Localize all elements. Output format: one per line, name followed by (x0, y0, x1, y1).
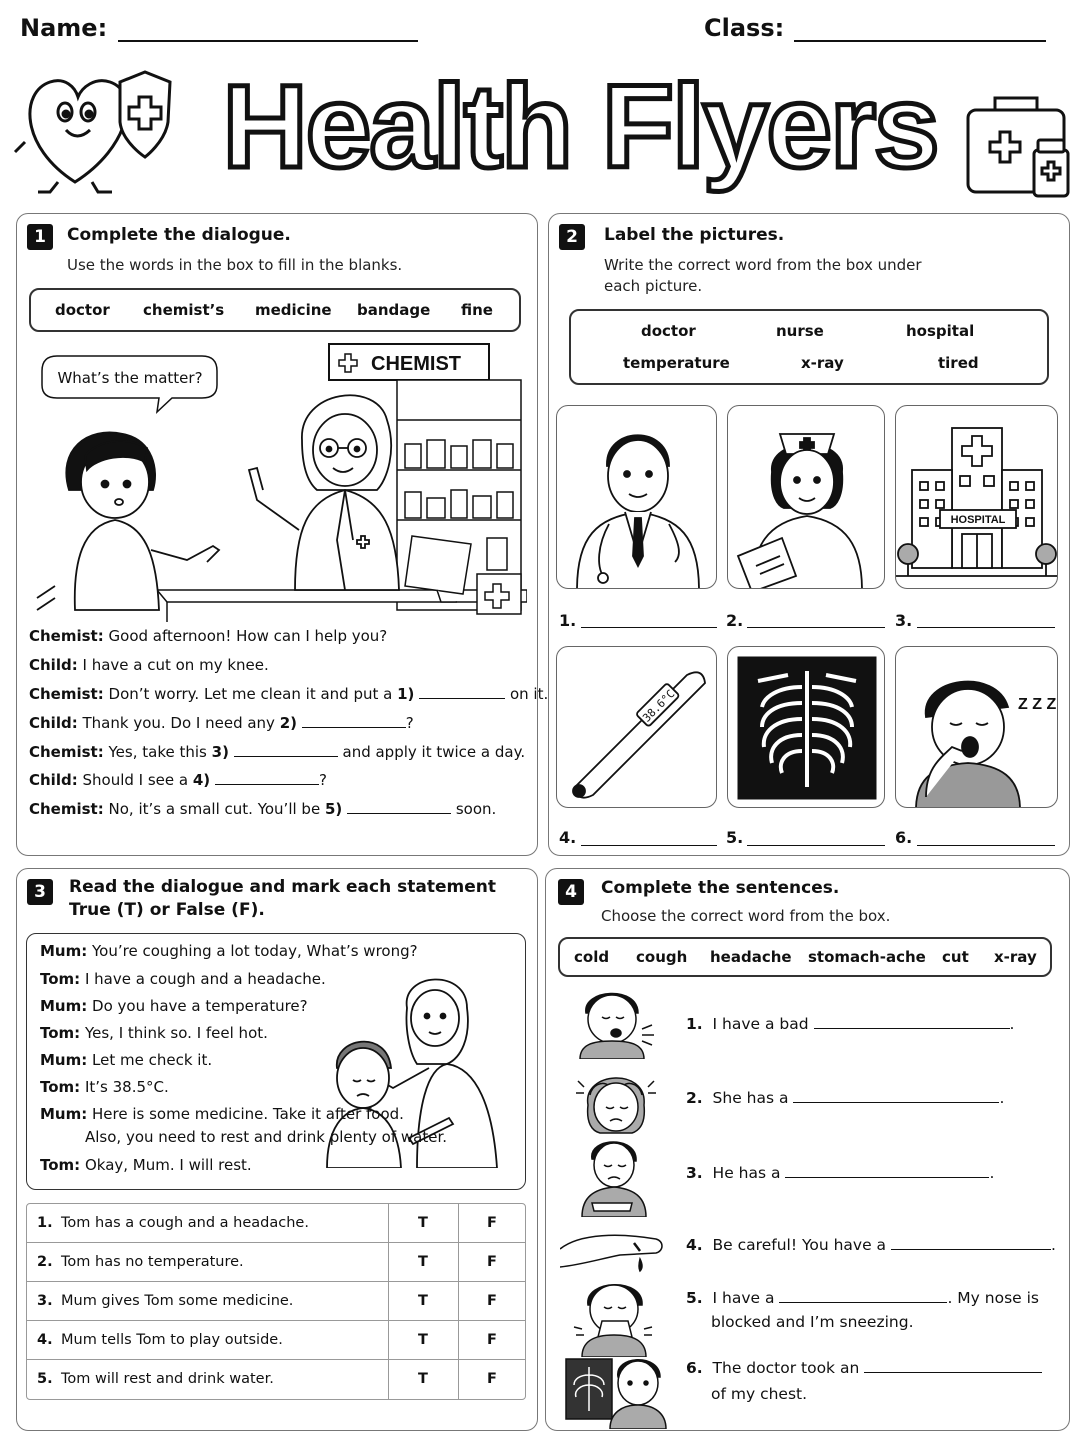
line-text: Do you have a temperature? (92, 997, 308, 1015)
statement-number: 5. (37, 1371, 53, 1387)
speaker: Tom: (40, 970, 81, 988)
class-label: Class: (704, 14, 785, 42)
sentence-text: I have a (712, 1289, 775, 1307)
cut-finger-icon (560, 1219, 664, 1279)
answer-blank-3[interactable] (234, 743, 338, 757)
section-title: Label the pictures. (604, 225, 785, 245)
sentence-6-continued: of my chest. (711, 1385, 808, 1403)
dialogue-line (29, 627, 387, 645)
blank-number: 5) (324, 800, 343, 818)
section-1-panel (16, 213, 549, 856)
sentence-text: . (1009, 1015, 1015, 1033)
tired-boy-icon (896, 647, 1058, 808)
dialogue-line (40, 997, 308, 1015)
dialogue-line (29, 800, 496, 818)
word-box (29, 288, 521, 332)
line-text: It’s 38.5°C. (84, 1078, 169, 1096)
sentence-number: 3. (686, 1164, 703, 1182)
heart-mascot-icon (15, 81, 127, 192)
word-box (569, 309, 1049, 385)
speech-bubble (42, 356, 217, 412)
line-text: Yes, I think so. I feel hot. (84, 1024, 268, 1042)
false-option[interactable]: F (487, 1371, 497, 1387)
coughing-boy-icon (572, 983, 672, 1059)
sentence-text: . (999, 1089, 1005, 1107)
label-number: 3. (895, 611, 913, 630)
nurse-icon (728, 406, 885, 589)
speaker: Child: (29, 771, 78, 789)
section-title: Complete the sentences. (601, 878, 840, 898)
dialogue-line (40, 970, 326, 988)
statement-text: Tom will rest and drink water. (61, 1371, 274, 1387)
sleep-letters: Z Z Z (1018, 696, 1057, 713)
section-title: Complete the dialogue. (67, 225, 291, 245)
hospital-icon (896, 406, 1058, 589)
word-bank-item: hospital (906, 322, 975, 340)
word-bank-item: doctor (55, 301, 110, 319)
word-bank-item: stomach-ache (808, 948, 926, 966)
word-bank-item: nurse (776, 322, 824, 340)
word-bank-item: fine (461, 301, 493, 319)
picture-hospital (895, 405, 1058, 589)
speech-bubble-text: What’s the matter? (57, 369, 203, 387)
speaker: Chemist: (29, 685, 104, 703)
speaker: Chemist: (29, 627, 104, 645)
statement-number: 4. (37, 1332, 53, 1348)
sentence-3 (686, 1164, 994, 1182)
section-instruction: Use the words in the box to fill in the blanks. (67, 256, 403, 274)
section-title: Read the dialogue and mark each statement (69, 877, 496, 897)
sneezing-boy-icon (572, 1277, 672, 1357)
dialogue-line (40, 1024, 268, 1042)
label-number: 5. (726, 828, 744, 847)
label-answer-line-4[interactable] (581, 830, 717, 846)
speaker: Mum: (40, 1105, 88, 1123)
thermometer-icon (557, 647, 717, 808)
statement-number: 1. (37, 1215, 53, 1231)
line-text: ? (318, 771, 327, 789)
dialogue-line (40, 1078, 169, 1096)
section-3-panel (16, 868, 538, 1431)
true-option[interactable]: T (418, 1332, 428, 1348)
line-text: Let me check it. (92, 1051, 213, 1069)
speaker: Child: (29, 656, 78, 674)
line-text: soon. (455, 800, 497, 818)
sentence-4 (686, 1236, 1056, 1254)
doctor-icon (557, 406, 717, 589)
sentence-text: She has a (712, 1089, 789, 1107)
line-text: ? (405, 714, 414, 732)
sentence-5 (686, 1289, 1039, 1307)
name-label: Name: (20, 14, 108, 42)
sentence-text: . (1051, 1236, 1056, 1254)
word-bank-item: x-ray (801, 354, 844, 372)
sentence-number: 1. (686, 1015, 703, 1033)
header-row (18, 14, 1068, 48)
word-bank-item: cough (636, 948, 688, 966)
sentence-text: The doctor took an (712, 1359, 860, 1377)
word-bank-item: headache (710, 948, 792, 966)
sentence-1 (686, 1015, 1014, 1033)
dialogue-line (29, 771, 327, 789)
blank-number: 1) (397, 685, 415, 703)
shield-icon (120, 72, 170, 157)
dialogue-line (85, 1128, 447, 1146)
label-number: 1. (559, 611, 577, 630)
line-text: Should I see a (82, 771, 189, 789)
sentence-2 (686, 1089, 1004, 1107)
picture-x-ray (727, 646, 885, 808)
section-instruction: each picture. (604, 277, 703, 295)
section-2-panel (548, 213, 1070, 856)
speaker: Chemist: (29, 800, 104, 818)
word-bank-item: cold (574, 948, 610, 966)
sentence-number: 5. (686, 1289, 703, 1307)
false-option[interactable]: F (487, 1215, 497, 1231)
false-option[interactable]: F (487, 1254, 497, 1270)
class-field[interactable] (794, 16, 1046, 42)
sentence-blank-3[interactable] (785, 1164, 989, 1178)
sentence-blank-1[interactable] (814, 1015, 1010, 1029)
sentence-blank-5[interactable] (779, 1289, 947, 1303)
line-text: Thank you. Do I need any (82, 714, 275, 732)
statement-text: Tom has no temperature. (61, 1254, 244, 1270)
x-ray-boy-icon (562, 1355, 672, 1429)
statement-text: Mum tells Tom to play outside. (61, 1332, 283, 1348)
sentence-text: I have a bad (712, 1015, 809, 1033)
word-box (558, 937, 1052, 977)
line-text: Also, you need to rest and drink plenty of water. (85, 1128, 448, 1146)
true-false-table (26, 1203, 526, 1400)
answer-blank-4[interactable] (215, 771, 319, 785)
section-number: 4 (558, 879, 584, 905)
stomach-ache-boy-icon (572, 1137, 672, 1217)
dialogue-line (29, 714, 414, 732)
sentence-text: . My nose is (947, 1289, 1040, 1307)
label-answer-line-1[interactable] (581, 612, 717, 628)
table-row (27, 1204, 525, 1243)
statement-number: 3. (37, 1293, 53, 1309)
false-option[interactable]: F (487, 1293, 497, 1309)
section-4-panel (545, 868, 1070, 1431)
word-bank-item: medicine (255, 301, 332, 319)
hospital-sign-text: HOSPITAL (950, 514, 1006, 526)
sentence-blank-4[interactable] (891, 1236, 1051, 1250)
dialogue-line (40, 1156, 252, 1174)
section-instruction: Write the correct word from the box under (604, 256, 922, 274)
chemist-character (249, 395, 399, 590)
true-option[interactable]: T (418, 1293, 428, 1309)
line-text: I have a cough and a headache. (84, 970, 326, 988)
line-text: You’re coughing a lot today, What’s wrong? (92, 942, 418, 960)
speaker: Tom: (40, 1078, 81, 1096)
dialogue-box (26, 933, 526, 1190)
table-row (27, 1243, 525, 1282)
name-field[interactable] (118, 16, 418, 42)
statement-text: Tom has a cough and a headache. (61, 1215, 309, 1231)
thermometer-reading: 38.6°C (640, 687, 678, 725)
section-number: 2 (559, 224, 585, 250)
false-option[interactable]: F (487, 1332, 497, 1348)
chemist-scene-illustration (27, 340, 527, 622)
word-bank-item: doctor (641, 322, 696, 340)
speaker: Mum: (40, 942, 88, 960)
line-text: I have a cut on my knee. (82, 656, 269, 674)
section-title: True (T) or False (F). (69, 900, 265, 920)
dialogue-line (40, 942, 418, 960)
picture-tired (895, 646, 1058, 808)
word-bank-item: chemist’s (143, 301, 225, 319)
line-text: and apply it twice a day. (342, 743, 526, 761)
sentence-text: Be careful! You have a (712, 1236, 887, 1254)
dialogue-line (29, 685, 548, 703)
line-text: No, it’s a small cut. You’ll be (108, 800, 321, 818)
word-bank-item: x-ray (994, 948, 1037, 966)
speaker: Child: (29, 714, 78, 732)
section-number: 3 (27, 879, 53, 905)
dialogue-line (40, 1051, 212, 1069)
line-text: on it. (509, 685, 549, 703)
word-bank-item: temperature (623, 354, 730, 372)
sentence-blank-2[interactable] (793, 1089, 999, 1103)
speaker: Chemist: (29, 743, 104, 761)
true-option[interactable]: T (418, 1254, 428, 1270)
section-instruction: Choose the correct word from the box. (601, 907, 891, 925)
label-number: 2. (726, 611, 744, 630)
x-ray-icon (728, 647, 885, 808)
sentence-6 (686, 1359, 1042, 1377)
sentence-text: He has a (712, 1164, 781, 1182)
answer-blank-2[interactable] (302, 714, 406, 728)
blank-number: 2) (279, 714, 298, 732)
blank-number: 3) (211, 743, 229, 761)
page-title: Health Flyers (222, 61, 938, 193)
label-number: 4. (559, 828, 577, 847)
speaker: Mum: (40, 1051, 88, 1069)
label-answer-line-2[interactable] (747, 612, 885, 628)
sentence-text: . (989, 1164, 995, 1182)
headache-girl-icon (572, 1065, 672, 1141)
picture-nurse (727, 405, 885, 589)
word-bank-item: bandage (357, 301, 431, 319)
answer-blank-1[interactable] (419, 685, 505, 699)
chemist-sign-text: CHEMIST (371, 353, 461, 375)
title-banner (0, 52, 1086, 202)
true-option[interactable]: T (418, 1371, 428, 1387)
line-text: Yes, take this (108, 743, 207, 761)
label-answer-line-5[interactable] (747, 830, 885, 846)
sentence-5-continued: blocked and I’m sneezing. (711, 1313, 914, 1331)
line-text: Don’t worry. Let me clean it and put a (108, 685, 393, 703)
picture-doctor (556, 405, 717, 589)
label-number: 6. (895, 828, 913, 847)
answer-blank-5[interactable] (347, 800, 451, 814)
blank-number: 4) (192, 771, 211, 789)
line-text: Good afternoon! How can I help you? (108, 627, 388, 645)
dialogue-line (40, 1105, 404, 1123)
line-text: Here is some medicine. Take it after food. (92, 1105, 404, 1123)
sentence-number: 2. (686, 1089, 703, 1107)
speaker: Tom: (40, 1024, 81, 1042)
sentence-number: 4. (686, 1236, 703, 1254)
word-bank-item: cut (942, 948, 969, 966)
table-row (27, 1321, 525, 1360)
first-aid-kit-icon (968, 98, 1068, 196)
chemist-sign (329, 344, 489, 380)
statement-number: 2. (37, 1254, 53, 1270)
speaker: Mum: (40, 997, 88, 1015)
section-number: 1 (27, 224, 53, 250)
dialogue-line (29, 743, 525, 761)
table-row (27, 1282, 525, 1321)
label-answer-line-3[interactable] (917, 612, 1055, 628)
picture-thermometer (556, 646, 717, 808)
label-answer-line-6[interactable] (917, 830, 1055, 846)
word-bank-item: tired (938, 354, 979, 372)
statement-text: Mum gives Tom some medicine. (61, 1293, 294, 1309)
dialogue-line (29, 656, 269, 674)
line-text: Okay, Mum. I will rest. (84, 1156, 252, 1174)
true-option[interactable]: T (418, 1215, 428, 1231)
boy-character (37, 432, 219, 610)
sentence-number: 6. (686, 1359, 703, 1377)
sentence-blank-6[interactable] (864, 1359, 1042, 1373)
first-aid-box-icon (477, 574, 521, 614)
table-row (27, 1360, 525, 1399)
speaker: Tom: (40, 1156, 81, 1174)
